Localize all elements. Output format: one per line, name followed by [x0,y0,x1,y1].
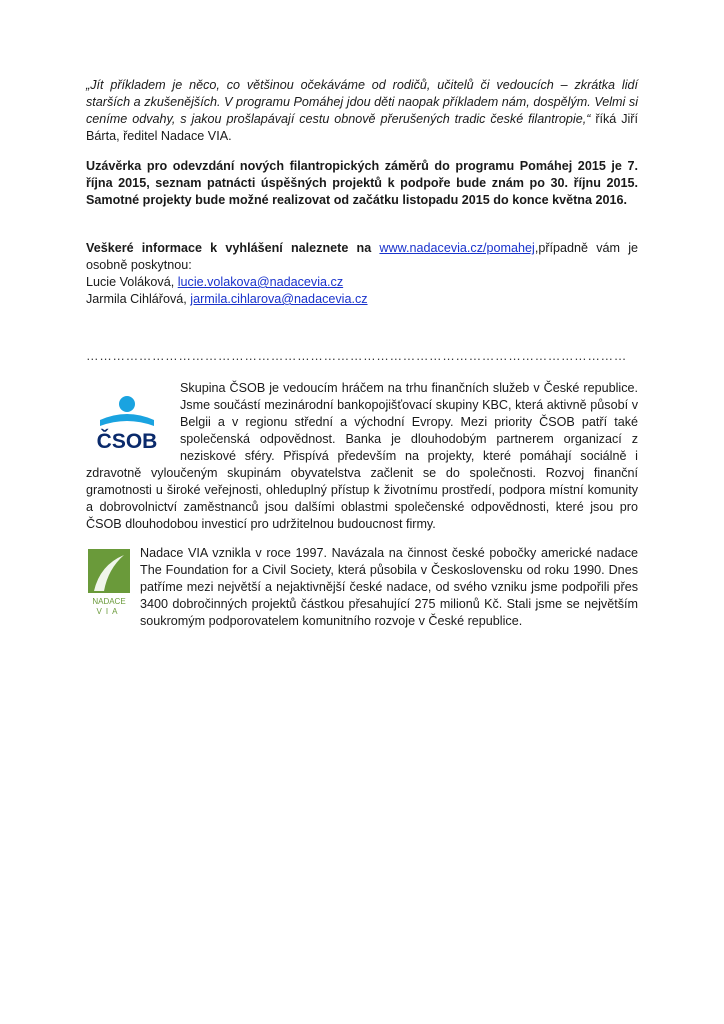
info-after-link: ,případně vám je osobně poskytnou: [86,241,639,272]
info-paragraph [86,240,638,308]
program-link[interactable]: www.nadacevia.cz/pomahej [379,241,535,255]
contact-email-link[interactable]: lucie.volakova@nadacevia.cz [177,275,344,289]
deadline-paragraph: Uzávěrka pro odevzdání nových filantropických záměrů do programu Pomáhej 2015 je 7. října 2015, seznam patnácti úspěšných projektů k podpoře bude znám po 30. říjnu 2015. Samotné projekty bude možné realizovat od začátku listopadu 2015 do konce května 2016. [86,159,638,207]
via-section [86,545,638,630]
nadace-via-logo-graphic [86,547,132,617]
csob-description: Skupina ČSOB je vedoucím hráčem na trhu finančních služeb v České republice. Jsme součástí mezinárodní bankopojišťovací skupiny KBC, která aktivně působí v Belgii a v regionu střední a východní Evropy. Mezi priority ČSOB patří také společenská odpovědnost. Banka je dlouhodobým partnerem organizací z neziskové sféry. Přispívá především na projekty, které pomáhají sociálně i zdravotně vyloučeným skupinám obyvatelstva začlenit se do společnosti. Rozvoj finanční gramotnosti u široké veřejnosti, ohleduplný přístup k životnímu prostředí, podpora místní komunity a dobrovolnictví zaměstnanců jsou dalšími oblastmi společenské odpovědnosti, které jsou pro ČSOB dlouhodobou investicí pro udržitelnou budoucnost firmy. [86,381,638,531]
csob-logo-graphic [86,382,168,458]
contact-name: Jarmila Cihlářová, [86,292,191,306]
info-intro: Veškeré informace k vyhlášení naleznete na [86,241,372,255]
contact-line [86,274,638,291]
nadace-via-logo [86,547,132,617]
via-logo-line2: VIA [96,607,122,616]
contact-line [86,291,638,308]
via-logo-line1: NADACE [92,597,126,606]
dotted-separator: …………………………………………………………………………………………………………… [86,349,627,363]
contact-name: Lucie Voláková, [86,275,178,289]
csob-section [86,380,638,533]
contact-email-link[interactable]: jarmila.cihlarova@nadacevia.cz [190,292,368,306]
csob-logo [86,382,168,458]
quote-text: „Jít příkladem je něco, co většinou očekáváme od rodičů, učitelů či vedoucích – zkrátka lidí starších a zkušenějších. V programu Pomáhej jdou děti naopak příkladem nám, dospělým. Velmi si ceníme odvahy, s jakou prošlapávají cestu obnově přerušených tradic české filantropie,“ [86,78,638,126]
quote-attribution: říká Jiří Bárta, ředitel Nadace VIA. [86,112,638,143]
csob-logo-text: ČSOB [96,430,158,453]
quote-paragraph [86,77,638,145]
via-description: Nadace VIA vznikla v roce 1997. Navázala na činnost české pobočky americké nadace The Foundation for a Civil Society, která působila v Československu od roku 1990. Dnes patříme mezi největší a nejaktivnější české nadace, od svého vzniku jsme podpořili přes 3400 dobročinných projektů částkou přesahující 275 milionů Kč. Stali jsme se největším soukromým podporovatelem komunitního rozvoje v České republice. [140,546,638,628]
